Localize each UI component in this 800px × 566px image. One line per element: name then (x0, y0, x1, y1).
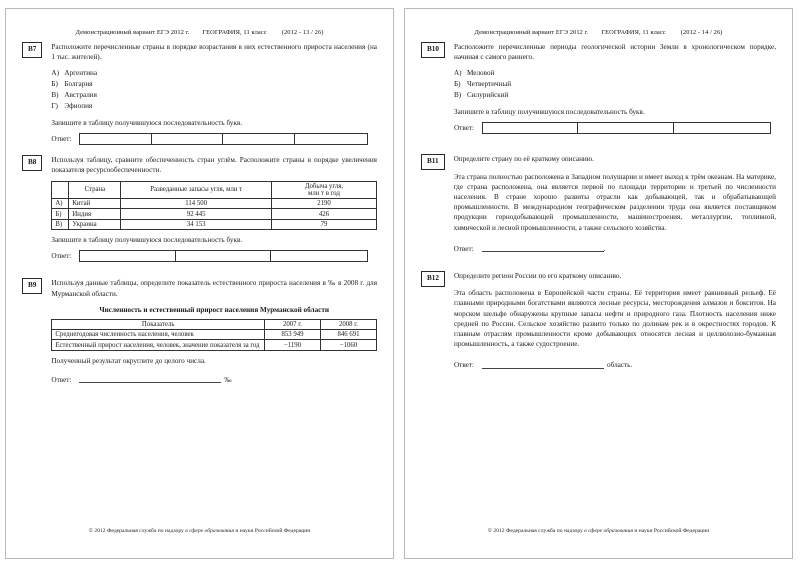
task-code-b8: B8 (22, 155, 42, 171)
row-production: 2190 (272, 199, 377, 209)
answer-blank-line[interactable] (482, 362, 604, 369)
answer-grid-b10[interactable] (482, 122, 771, 134)
table-header-row (52, 319, 377, 329)
option-letter: В) (51, 91, 59, 100)
task-instruction-b8: Запишите в таблицу получившуюся последовательность букв. (51, 236, 243, 245)
option-text: Аргентина (64, 69, 98, 78)
answer-grid-b7[interactable] (79, 133, 368, 145)
footer-text-2: и науки Российской Федерации (632, 528, 710, 534)
answer-cell[interactable] (271, 251, 367, 261)
header-exam-title: Демонстрационный вариант ЕГЭ 2012 г. (75, 29, 190, 36)
task-instruction-b9: Полученный результат округлите до целого числа. (51, 356, 206, 365)
option-item (454, 68, 776, 79)
table-row (52, 340, 377, 350)
option-text: Болгария (64, 80, 93, 89)
option-item (51, 90, 377, 101)
task-prompt-b7: Расположите перечисленные страны в порядке возрастания в них естественного прироста населения (на 1 тыс. жителей). (51, 43, 377, 62)
answer-row-b11 (454, 245, 776, 253)
row-letter: А) (52, 199, 69, 209)
answer-cell[interactable] (578, 123, 673, 133)
option-text: Австралия (64, 91, 97, 100)
task-prompt-b12: Определите регион России по его краткому описанию. (453, 271, 622, 280)
answer-row-b10 (454, 122, 776, 134)
option-letter: А) (51, 69, 59, 78)
answer-label: Ответ: (51, 375, 72, 384)
page-footer-left (6, 528, 393, 534)
answer-label: Ответ: (453, 361, 474, 370)
header-subject: ГЕОГРАФИЯ, 11 класс (601, 29, 666, 36)
footer-text-1: © 2012 Федеральная служба по надзору (88, 528, 184, 534)
answer-row-b8 (51, 250, 377, 262)
footer-text-1: © 2012 Федеральная служба по надзору (487, 528, 583, 534)
row-indicator: Среднегодовая численность населения, человек (52, 330, 265, 340)
answer-label: Ответ: (51, 135, 72, 144)
option-letter: В) (453, 91, 462, 100)
answer-cell[interactable] (483, 123, 578, 133)
row-value-2007: 853 949 (265, 330, 321, 340)
answer-cell[interactable] (674, 123, 770, 133)
task-options-b7 (51, 68, 377, 112)
coal-table (51, 181, 377, 231)
answer-label: Ответ: (453, 244, 474, 253)
row-reserves: 92 445 (121, 209, 272, 219)
answer-cell[interactable] (223, 134, 295, 144)
answer-label: Ответ: (51, 252, 72, 261)
option-letter: Г) (51, 102, 58, 111)
task-b9 (22, 278, 377, 386)
task-code-b11: B11 (421, 154, 445, 170)
task-code-b10: B10 (421, 42, 445, 58)
table-row (52, 209, 377, 219)
footer-text-italic: в сфере образования (183, 528, 234, 534)
option-letter: А) (453, 69, 462, 78)
answer-unit-permille: ‰ (224, 375, 232, 384)
header-page-number: (2012 - 14 / 26) (680, 29, 723, 36)
task-b12 (421, 271, 776, 372)
row-production: 426 (272, 209, 377, 219)
table-header-production (272, 181, 377, 198)
task-code-b9: B9 (22, 278, 42, 294)
header-page-number: (2012 - 13 / 26) (281, 29, 324, 36)
answer-blank-line[interactable] (79, 376, 221, 383)
task-code-b7: B7 (22, 42, 42, 58)
answer-cell[interactable] (295, 134, 367, 144)
row-country: Индия (69, 209, 121, 219)
answer-cell[interactable] (152, 134, 224, 144)
table-header-indicator: Показатель (52, 319, 265, 329)
row-reserves: 114 500 (121, 199, 272, 209)
task-b11 (421, 154, 776, 255)
task-prompt-b8: Используя таблицу, сравните обеспеченность стран углём. Расположите страны в порядке увеличения показателя ресурсообеспеченности. (51, 156, 377, 175)
answer-row-b9 (51, 376, 377, 384)
task-instruction-b7: Запишите в таблицу получившуюся последовательность букв. (51, 119, 243, 128)
population-table (51, 319, 377, 351)
answer-suffix-oblast: область. (607, 361, 633, 370)
task-description-b12: Эта область расположена в Европейской части страны. Её территория имеет равнинный рельеф. Её главными природными богатствами являются лесные ресурсы, месторождения алмазов и бокситов. На морском шельфе обнаружены крупные запасы нефти и природного газа. Плотность населения ниже средней по России. Сельское хозяйство развито только по долинам рек и в окрестностях городов. К главным отраслям промышленности кроме добывающих относятся лесная и целлюлозно-бумажная промышленность, а также судостроение. (453, 289, 776, 349)
header-line-1: Добыча угля, (304, 182, 344, 190)
task-prompt-b11: Определите страну по её краткому описанию. (453, 155, 594, 164)
table-header-country: Страна (69, 181, 121, 198)
option-letter: Б) (453, 80, 461, 89)
row-letter: В) (52, 219, 69, 229)
task-b7 (22, 42, 377, 147)
task-b10 (421, 42, 776, 136)
table-row (52, 330, 377, 340)
table-header-2007: 2007 г. (265, 319, 321, 329)
task-instruction-b10: Запишите в таблицу получившуюся последовательность букв. (453, 108, 645, 117)
option-item (51, 101, 377, 112)
answer-label: Ответ: (453, 124, 474, 133)
answer-cell[interactable] (80, 134, 152, 144)
row-indicator: Естественный прирост населения, человек, значение показателя за год (52, 340, 265, 350)
task-code-b12: B12 (421, 271, 445, 287)
answer-blank-line[interactable] (482, 245, 604, 252)
option-text: Четвертичный (466, 80, 512, 89)
page-header-left (22, 29, 377, 36)
row-value-2008: −1060 (321, 340, 377, 350)
page-left (5, 8, 394, 559)
task-description-b11: Эта страна полностью расположена в Западном полушарии и имеет выход к трём океанам. На материке, где страна расположена, она является первой по площади территории и третьей по численности населения. В стране хорошо развиты отрасли как добывающей, так и обрабатывающей промышленности. В международном географическом разделении труда она является поставщиком продукции горнодобывающей промышленности, машиностроения, металлургии, топливной, химической и лесной промышленности, а также сельского хозяйства. (453, 172, 776, 232)
task-prompt-b9: Используя данные таблицы, определите показатель естественного прироста населения в ‰ в 2008 г. для Мурманской области. (51, 279, 377, 298)
table-header-row (52, 181, 377, 198)
answer-period: . (603, 244, 606, 253)
answer-grid-b8[interactable] (79, 250, 368, 262)
header-exam-title: Демонстрационный вариант ЕГЭ 2012 г. (474, 29, 589, 36)
answer-row-b12 (454, 361, 776, 369)
option-text: Силурийский (466, 91, 509, 100)
option-item (454, 90, 776, 101)
row-letter: Б) (52, 209, 69, 219)
option-letter: Б) (51, 80, 58, 89)
table-row (52, 199, 377, 209)
task-b8 (22, 155, 377, 264)
page-footer-right (405, 528, 792, 534)
option-item (454, 79, 776, 90)
row-country: Китай (69, 199, 121, 209)
answer-cell[interactable] (80, 251, 175, 261)
header-subject: ГЕОГРАФИЯ, 11 класс (202, 29, 267, 36)
answer-cell[interactable] (176, 251, 271, 261)
page-header-right (421, 29, 776, 36)
row-country: Украина (69, 219, 121, 229)
answer-row-b7 (51, 133, 377, 145)
row-reserves: 34 153 (121, 219, 272, 229)
footer-text-2: и науки Российской Федерации (233, 528, 311, 534)
table-header-2008: 2008 г. (321, 319, 377, 329)
table-row (52, 219, 377, 229)
task-prompt-b10: Расположите перечисленные периоды геологической истории Земли в хронологическом порядке, начиная с самого раннего. (453, 43, 776, 62)
row-value-2007: −1190 (265, 340, 321, 350)
page-right (404, 8, 793, 559)
row-production: 79 (272, 219, 377, 229)
footer-text-italic: в сфере образования (582, 528, 633, 534)
table-header-blank (52, 181, 69, 198)
option-text: Эфиопия (64, 102, 93, 111)
option-text: Меловой (466, 69, 495, 78)
task-options-b10 (454, 68, 776, 101)
header-line-2: млн т в год (308, 189, 340, 197)
row-value-2008: 846 691 (321, 330, 377, 340)
table-title-b9: Численность и естественный прирост населения Мурманской области (99, 305, 330, 314)
table-header-reserves: Разведанные запасы угля, млн т (121, 181, 272, 198)
option-item (51, 79, 377, 90)
option-item (51, 68, 377, 79)
